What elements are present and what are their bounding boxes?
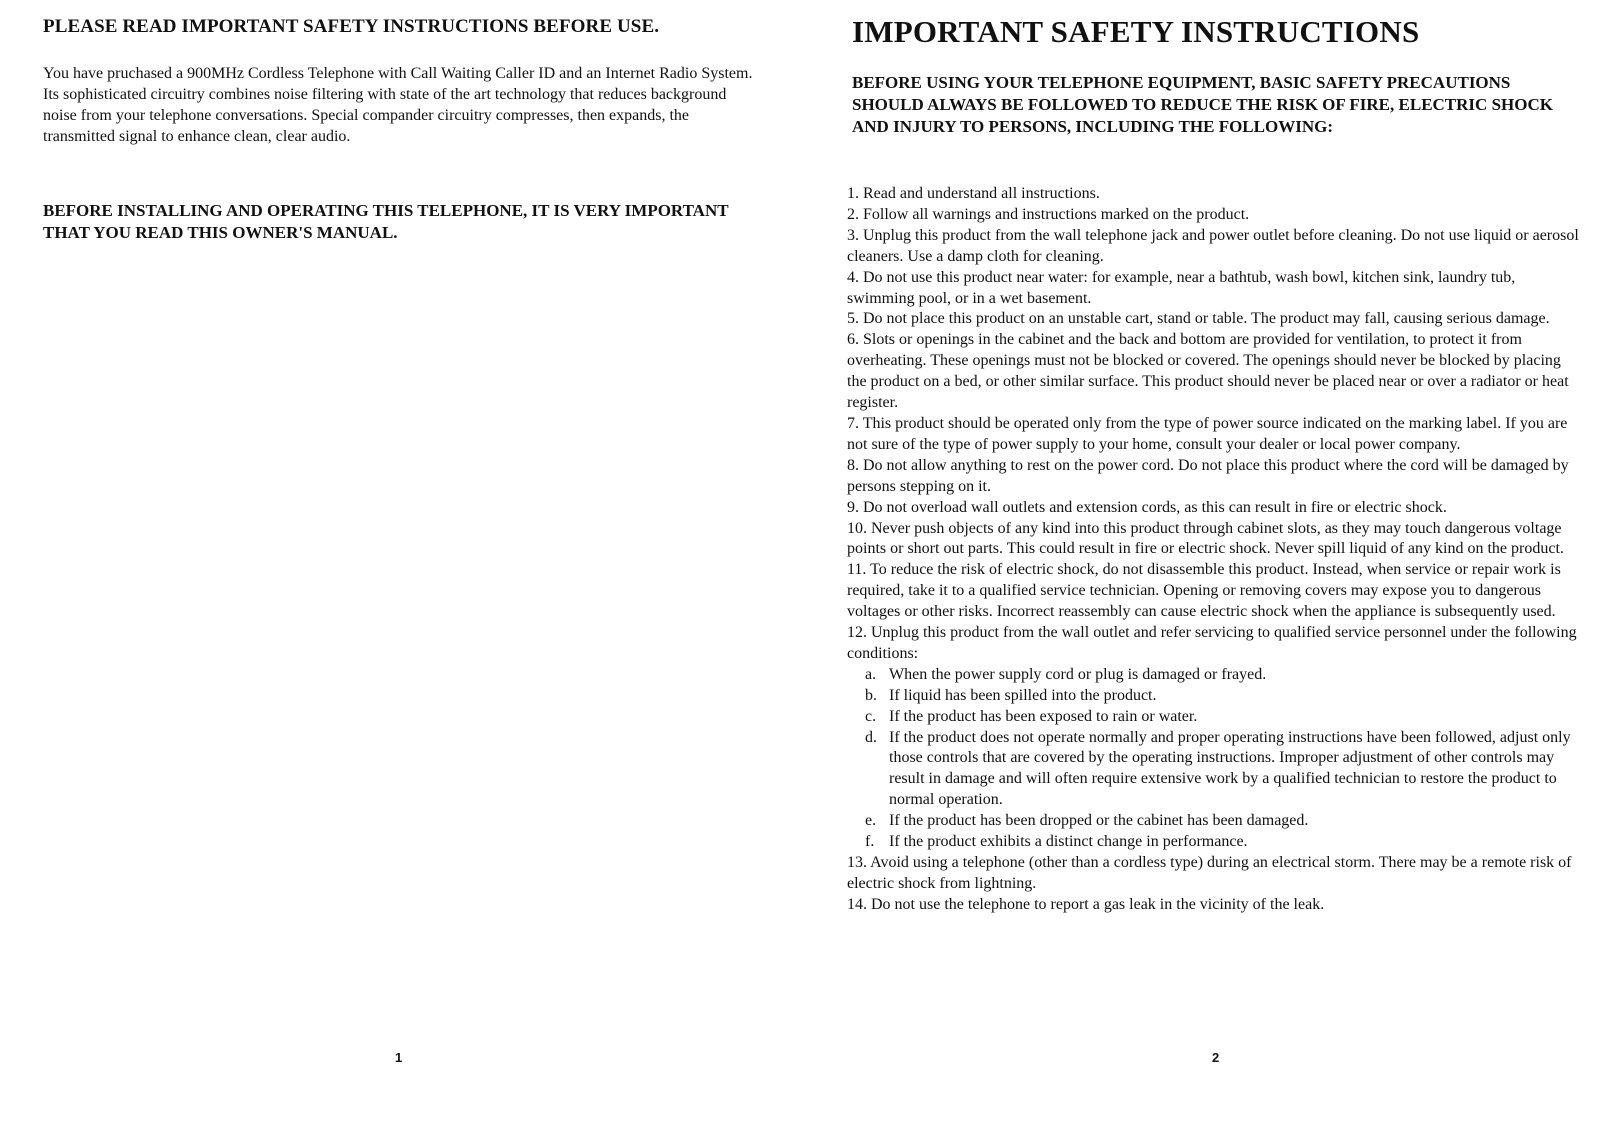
condition-letter: c. <box>865 707 877 725</box>
instruction-item-7: 7. This product should be operated only from the type of power source indicated on the marking label. If you are not sure of the type of power supply to your home, consult your dealer or local power company. <box>847 414 1568 453</box>
condition-item-a <box>865 665 1579 686</box>
instruction-item-11: 11. To reduce the risk of electric shock, do not disassemble this product. Instead, when service or repair work is required, take it to a qualified service technician. Opening or removing covers may expose you to dangerous voltages or other risks. Incorrect reassembly can cause electric shock when the appliance is subsequently used. <box>847 561 1561 621</box>
condition-text: If the product does not operate normally and proper operating instructions have been followed, adjust only those controls that are covered by the operating instructions. Improper adjustment of other controls may result in damage and will often require extensive work by a qualified technician to restore the product to normal operation. <box>889 728 1571 809</box>
condition-text: If the product has been exposed to rain or water. <box>889 707 1198 725</box>
instruction-item-10: 10. Never push objects of any kind into this product through cabinet slots, as they may touch dangerous voltage points or short out parts. This could result in fire or electric shock. Never spill liquid of any kind on the product. <box>847 519 1564 558</box>
left-page <box>0 0 800 1138</box>
instruction-item-5: 5. Do not place this product on an unstable cart, stand or table. The product may fall, causing serious damage. <box>847 310 1550 328</box>
safety-instructions-list <box>847 184 1579 916</box>
condition-item-d <box>865 728 1579 812</box>
condition-text: If the product has been dropped or the cabinet has been damaged. <box>889 812 1309 830</box>
condition-letter: e. <box>865 812 877 830</box>
condition-text: If liquid has been spilled into the product. <box>889 686 1157 704</box>
condition-letter: f. <box>865 833 875 851</box>
instruction-item-1: 1. Read and understand all instructions. <box>847 185 1100 202</box>
condition-text: When the power supply cord or plug is damaged or frayed. <box>889 665 1267 683</box>
instruction-item-14: 14. Do not use the telephone to report a gas leak in the vicinity of the leak. <box>847 895 1325 913</box>
condition-text: If the product exhibits a distinct change in performance. <box>889 833 1248 851</box>
safety-instructions-title: IMPORTANT SAFETY INSTRUCTIONS <box>852 14 1420 49</box>
instruction-item-12: 12. Unplug this product from the wall outlet and refer servicing to qualified service personnel under the following conditions: <box>847 624 1577 662</box>
page-number-left: 1 <box>395 1050 403 1065</box>
condition-letter: a. <box>865 665 877 683</box>
instruction-12-conditions <box>847 665 1579 853</box>
instruction-item-9: 9. Do not overload wall outlets and extension cords, as this can result in fire or electric shock. <box>847 498 1447 516</box>
page-number-right: 2 <box>1212 1050 1220 1065</box>
instruction-item-6: 6. Slots or openings in the cabinet and the back and bottom are provided for ventilation, to protect it from overheating. These openings must not be blocked or covered. The openings should never be blocked by placing the product on a bed, or other similar surface. This product should never be placed near or over a radiator or heat register. <box>847 331 1569 412</box>
instruction-item-13: 13. Avoid using a telephone (other than a cordless type) during an electrical storm. There may be a remote risk of electric shock from lightning. <box>847 854 1572 892</box>
left-page-heading: PLEASE READ IMPORTANT SAFETY INSTRUCTIONS BEFORE USE. <box>43 16 660 37</box>
condition-item-b <box>865 686 1579 707</box>
instruction-item-2: 2. Follow all warnings and instructions marked on the product. <box>847 205 1250 223</box>
instruction-item-3: 3. Unplug this product from the wall telephone jack and power outlet before cleaning. Do not use liquid or aerosol cleaners. Use a damp cloth for cleaning. <box>847 226 1579 265</box>
safety-precaution-heading: BEFORE USING YOUR TELEPHONE EQUIPMENT, BASIC SAFETY PRECAUTIONS SHOULD ALWAYS BE FOLLOWED TO REDUCE THE RISK OF FIRE, ELECTRIC SHOCK AND INJURY TO PERSONS, INCLUDING THE FOLLOWING: <box>852 73 1553 136</box>
condition-item-f <box>865 832 1579 853</box>
condition-letter: d. <box>865 728 877 746</box>
instruction-item-8: 8. Do not allow anything to rest on the power cord. Do not place this product where the cord will be damaged by persons stepping on it. <box>847 456 1569 495</box>
condition-letter: b. <box>865 686 877 704</box>
intro-paragraph: You have pruchased a 900MHz Cordless Telephone with Call Waiting Caller ID and an Internet Radio System. Its sophisticated circuitry combines noise filtering with state of the art technology that reduces background noise from your telephone conversations. Special compander circuitry compresses, then expands, the transmitted signal to enhance clean, clear audio. <box>43 65 753 145</box>
condition-item-e <box>865 811 1579 832</box>
instruction-item-4: 4. Do not use this product near water: for example, near a bathtub, wash bowl, kitchen sink, laundry tub, swimming pool, or in a wet basement. <box>847 268 1516 307</box>
owners-manual-warning: BEFORE INSTALLING AND OPERATING THIS TELEPHONE, IT IS VERY IMPORTANT THAT YOU READ THIS OWNER'S MANUAL. <box>43 201 729 242</box>
condition-item-c <box>865 707 1579 728</box>
